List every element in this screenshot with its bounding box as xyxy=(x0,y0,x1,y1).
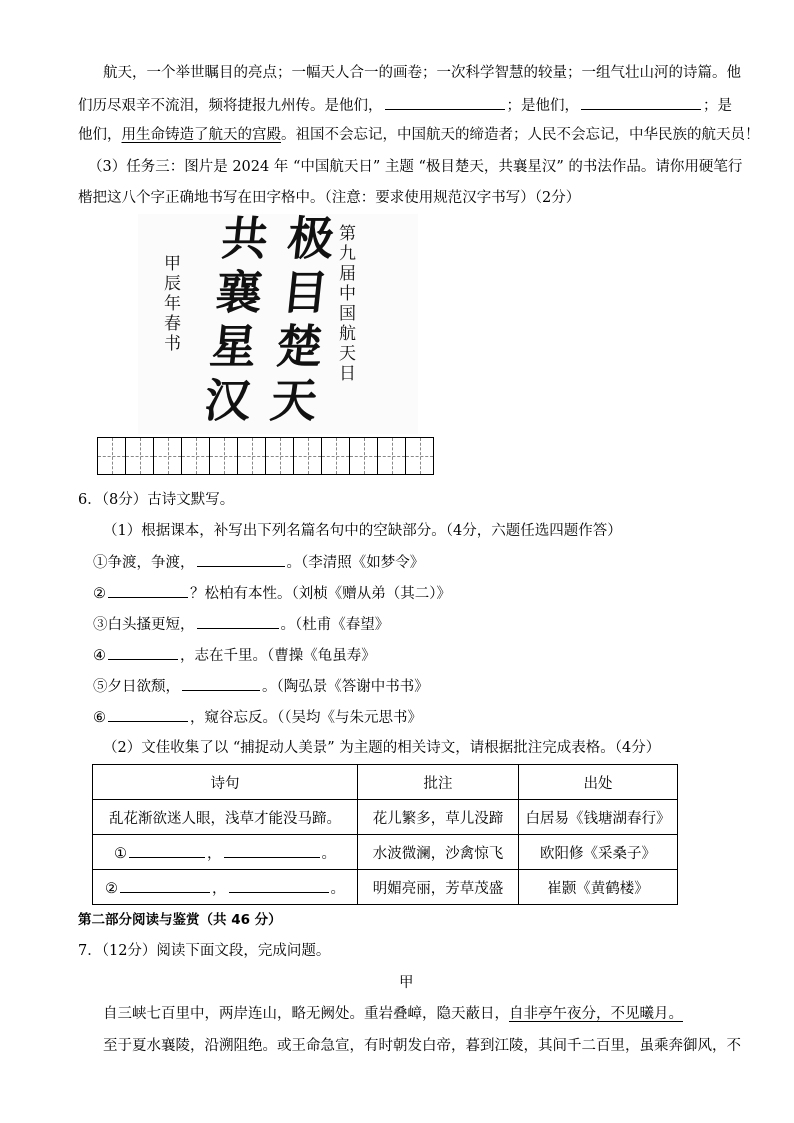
fill-blank[interactable] xyxy=(182,676,260,691)
fill-blank[interactable] xyxy=(108,707,188,722)
calligraphy-column-2: 共襄星汉 xyxy=(194,214,272,430)
item-suffix: 。（陶弘景《答谢中书书》 xyxy=(262,679,429,695)
table-row xyxy=(93,835,678,870)
calligraphy-image xyxy=(138,214,418,434)
paragraph-line-1: 航天，一个举世瞩目的亮点；一幅天人合一的画卷；一次科学智慧的较量；一组气壮山河的诗篇。他 xyxy=(103,65,741,81)
task3-line-2: 楷把这八个字正确地书写在田字格中。（注意：要求使用规范汉字书写）（2分） xyxy=(78,190,581,206)
item-prefix: ⑥ xyxy=(93,710,106,726)
section-heading: 第二部分阅读与鉴赏（共 46 分） xyxy=(78,912,282,928)
q7-title: 7．（12分）阅读下面文段，完成问题。 xyxy=(78,943,331,959)
text-segment: ；是他们， xyxy=(506,98,579,114)
table-header: 批注 xyxy=(358,765,519,800)
table-header-row xyxy=(93,765,678,800)
grid-cell[interactable] xyxy=(98,437,126,475)
grid-cell[interactable] xyxy=(238,437,266,475)
item-prefix: ③白头搔更短， xyxy=(93,617,195,633)
underlined-text: 用生命铸造了航天的宫殿 xyxy=(121,127,281,143)
row-prefix: ② xyxy=(105,880,118,897)
grid-cell[interactable] xyxy=(378,437,406,475)
q6-title: 6．（8分）古诗文默写。 xyxy=(78,492,235,508)
paragraph-line-3 xyxy=(78,125,760,145)
item-suffix: 。（杜甫《春望》 xyxy=(280,617,390,633)
poem-item xyxy=(93,707,422,728)
poem-item xyxy=(93,676,429,697)
poem-cell: ① ， 。 xyxy=(93,835,358,870)
inscription-right: 第九届中国航天日 xyxy=(335,224,355,384)
q6-sub2: （2）文佳收集了以 “捕捉动人美景” 为主题的相关诗文，请根据批注完成表格。（4分） xyxy=(103,740,661,756)
poem-cell: ② ， 。 xyxy=(93,870,358,905)
table-header: 诗句 xyxy=(93,765,358,800)
poem-cell: 乱花渐欲迷人眼，浅草才能没马蹄。 xyxy=(93,800,358,835)
item-suffix: ，志在千里。（曹操《龟虽寿》 xyxy=(180,648,376,664)
fill-blank[interactable] xyxy=(229,878,329,893)
writing-grid[interactable] xyxy=(97,437,434,475)
text-segment: 们历尽艰辛不流泪，频将捷报九州传。是他们， xyxy=(78,98,383,114)
grid-cell[interactable] xyxy=(182,437,210,475)
note-cell: 水波微澜，沙禽惊飞 xyxy=(358,835,519,870)
grid-cell[interactable] xyxy=(154,437,182,475)
passage-line-1 xyxy=(103,1004,683,1024)
grid-cell[interactable] xyxy=(350,437,378,475)
table-header: 出处 xyxy=(519,765,678,800)
grid-cell[interactable] xyxy=(406,437,434,475)
calligraphy-column-1: 极目楚天 xyxy=(260,214,338,430)
table-row xyxy=(93,870,678,905)
text-segment: 。祖国不会忘记，中国航天的缔造者；人民不会忘记，中华民族的航天员！ xyxy=(281,127,760,143)
note-cell: 明媚亮丽，芳草茂盛 xyxy=(358,870,519,905)
source-cell: 欧阳修《采桑子》 xyxy=(519,835,678,870)
item-prefix: ② xyxy=(93,586,106,602)
grid-cell[interactable] xyxy=(322,437,350,475)
underlined-text: 自非亭午夜分，不见曦月。 xyxy=(509,1006,683,1022)
grid-cell[interactable] xyxy=(266,437,294,475)
grid-cell[interactable] xyxy=(126,437,154,475)
text-segment: 他们， xyxy=(78,127,122,143)
fill-blank[interactable] xyxy=(197,552,285,567)
task3-line-1: （3）任务三：图片是 2024 年 “中国航天日” 主题 “极目楚天，共襄星汉” 的书法作品。请你用硬笔行 xyxy=(88,159,743,175)
fill-blank[interactable] xyxy=(224,843,320,858)
fill-blank[interactable] xyxy=(385,95,505,110)
item-prefix: ①争渡，争渡， xyxy=(93,555,195,571)
grid-cell[interactable] xyxy=(210,437,238,475)
poem-table xyxy=(92,764,678,905)
grid-cell[interactable] xyxy=(294,437,322,475)
item-suffix: ，窥谷忘反。（（吴均《与朱元思书》 xyxy=(190,710,422,726)
passage-line-2: 至于夏水襄陵，沿溯阻绝。或王命急宣，有时朝发白帝，暮到江陵，其间千二百里，虽乘奔御风，不 xyxy=(103,1038,741,1054)
fill-blank[interactable] xyxy=(129,843,205,858)
paragraph-line-2 xyxy=(78,95,732,116)
poem-item xyxy=(93,645,376,666)
text-segment: ；是 xyxy=(703,98,732,114)
fill-blank[interactable] xyxy=(108,645,178,660)
poem-item xyxy=(93,583,451,604)
passage-label: 甲 xyxy=(399,975,414,991)
item-prefix: ④ xyxy=(93,648,106,664)
table-row xyxy=(93,800,678,835)
q6-sub1: （1）根据课本，补写出下列名篇名句中的空缺部分。（4分，六题任选四题作答） xyxy=(103,523,622,539)
item-prefix: ⑤夕日欲颓， xyxy=(93,679,180,695)
poem-item xyxy=(93,614,389,635)
text-segment: 自三峡七百里中，两岸连山，略无阙处。重岩叠嶂，隐天蔽日， xyxy=(103,1006,509,1022)
note-cell: 花儿繁多，草儿没蹄 xyxy=(358,800,519,835)
fill-blank[interactable] xyxy=(197,614,279,629)
source-cell: 白居易《钱塘湖春行》 xyxy=(519,800,678,835)
fill-blank[interactable] xyxy=(108,583,188,598)
row-prefix: ① xyxy=(114,845,127,862)
fill-blank[interactable] xyxy=(581,95,701,110)
item-suffix: 。（李清照《如梦令》 xyxy=(286,555,425,571)
inscription-left: 甲辰年春书 xyxy=(160,254,180,354)
item-suffix: ？松柏有本性。（刘桢《赠从弟（其二）》 xyxy=(190,586,451,602)
fill-blank[interactable] xyxy=(120,878,210,893)
source-cell: 崔颢《黄鹤楼》 xyxy=(519,870,678,905)
poem-item xyxy=(93,552,424,573)
